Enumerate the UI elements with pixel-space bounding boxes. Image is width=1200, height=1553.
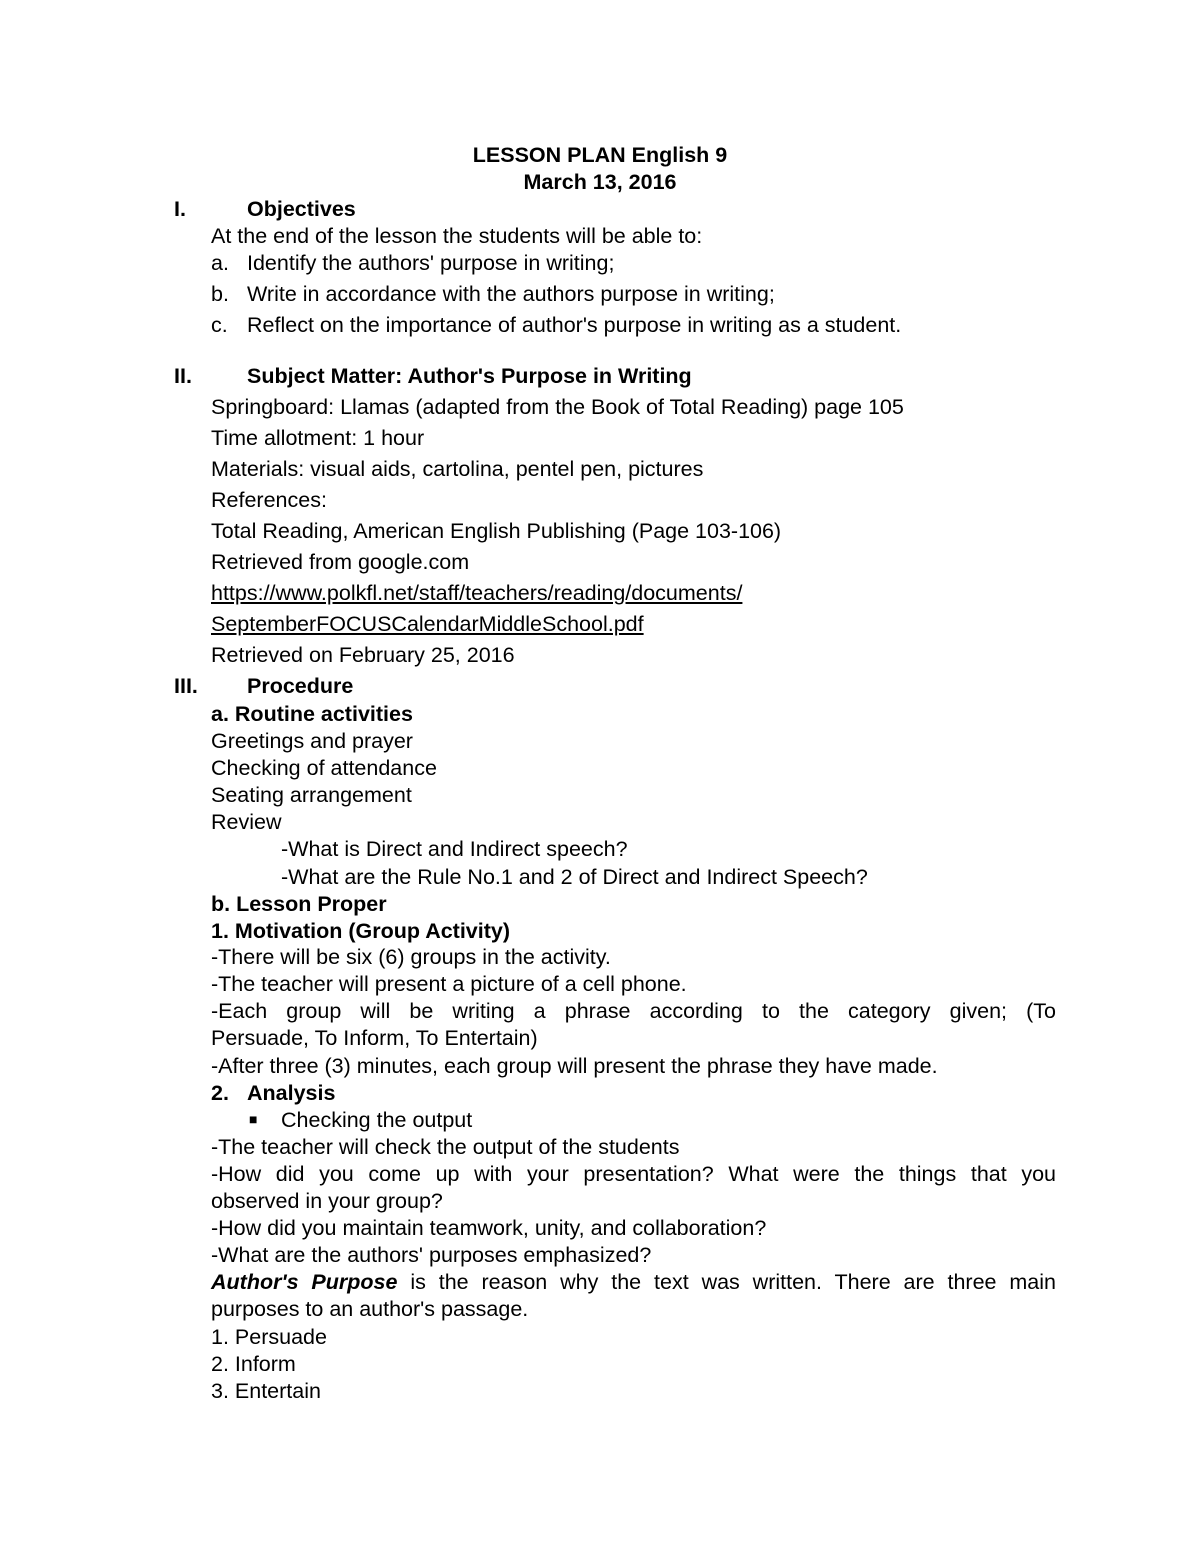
analysis-line: -What are the authors' purposes emphasized? — [211, 1243, 652, 1267]
retrieved-on-line: Retrieved on February 25, 2016 — [211, 643, 515, 667]
lesson-proper-heading: b. Lesson Proper — [211, 892, 387, 916]
purpose-definition-text: is the reason why the text was written. There are three main — [397, 1270, 1056, 1294]
reference-link-part1[interactable]: https://www.polkfl.net/staff/teachers/reading/documents/ — [211, 581, 743, 605]
objective-item-b: Write in accordance with the authors purpose in writing; — [247, 282, 775, 306]
section-numeral-procedure: III. — [174, 674, 198, 698]
objective-letter-b: b. — [211, 282, 229, 306]
motivation-heading: 1. Motivation (Group Activity) — [211, 919, 511, 943]
springboard-line: Springboard: Llamas (adapted from the Book of Total Reading) page 105 — [211, 395, 904, 419]
purpose-definition-line2: purposes to an author's passage. — [211, 1297, 529, 1321]
objective-item-c: Reflect on the importance of author's purpose in writing as a student. — [247, 313, 902, 337]
section-numeral-subject: II. — [174, 364, 192, 388]
routine-heading: a. Routine activities — [211, 702, 413, 726]
analysis-line: -The teacher will check the output of the students — [211, 1135, 680, 1159]
purpose-term: Author's Purpose — [211, 1270, 398, 1294]
section-heading-procedure: Procedure — [247, 674, 354, 698]
page-date: March 13, 2016 — [523, 170, 677, 194]
objective-letter-a: a. — [211, 251, 229, 275]
analysis-number: 2. — [211, 1081, 229, 1105]
reference-google: Retrieved from google.com — [211, 550, 470, 574]
routine-item: Review — [211, 810, 282, 834]
review-question: -What is Direct and Indirect speech? — [281, 837, 628, 861]
routine-item: Checking of attendance — [211, 756, 437, 780]
section-numeral-objectives: I. — [174, 197, 186, 221]
purpose-definition-line1 — [211, 1269, 1056, 1296]
section-heading-subject: Subject Matter: Author's Purpose in Writing — [247, 364, 692, 388]
purpose-list-item: 1. Persuade — [211, 1325, 327, 1349]
time-allotment-line: Time allotment: 1 hour — [211, 426, 425, 450]
purpose-list-item: 3. Entertain — [211, 1379, 321, 1403]
objective-item-a: Identify the authors' purpose in writing; — [247, 251, 615, 275]
materials-line: Materials: visual aids, cartolina, pentel pen, pictures — [211, 457, 704, 481]
motivation-line: Persuade, To Inform, To Entertain) — [211, 1026, 538, 1050]
reference-link-part2[interactable]: SeptemberFOCUSCalendarMiddleSchool.pdf — [211, 612, 644, 636]
analysis-bullet-text: Checking the output — [281, 1108, 473, 1132]
analysis-heading: Analysis — [247, 1081, 336, 1105]
analysis-line: observed in your group? — [211, 1189, 443, 1213]
objective-letter-c: c. — [211, 313, 228, 337]
motivation-line: -The teacher will present a picture of a cell phone. — [211, 972, 687, 996]
references-label: References: — [211, 488, 327, 512]
routine-item: Seating arrangement — [211, 783, 412, 807]
routine-item: Greetings and prayer — [211, 729, 413, 753]
analysis-line: -How did you maintain teamwork, unity, and collaboration? — [211, 1216, 767, 1240]
motivation-line: -After three (3) minutes, each group will present the phrase they have made. — [211, 1054, 938, 1078]
analysis-line: -How did you come up with your presentation? What were the things that you — [211, 1162, 1056, 1186]
reference-book: Total Reading, American English Publishing (Page 103-106) — [211, 519, 782, 543]
objectives-intro: At the end of the lesson the students will be able to: — [211, 224, 703, 248]
purpose-list-item: 2. Inform — [211, 1352, 296, 1376]
motivation-line: -There will be six (6) groups in the activity. — [211, 945, 611, 969]
page-title: LESSON PLAN English 9 — [472, 143, 728, 167]
square-bullet-icon: ■ — [249, 1111, 258, 1127]
review-question: -What are the Rule No.1 and 2 of Direct and Indirect Speech? — [281, 865, 868, 889]
section-heading-objectives: Objectives — [247, 197, 356, 221]
motivation-line: -Each group will be writing a phrase according to the category given; (To — [211, 999, 1056, 1023]
